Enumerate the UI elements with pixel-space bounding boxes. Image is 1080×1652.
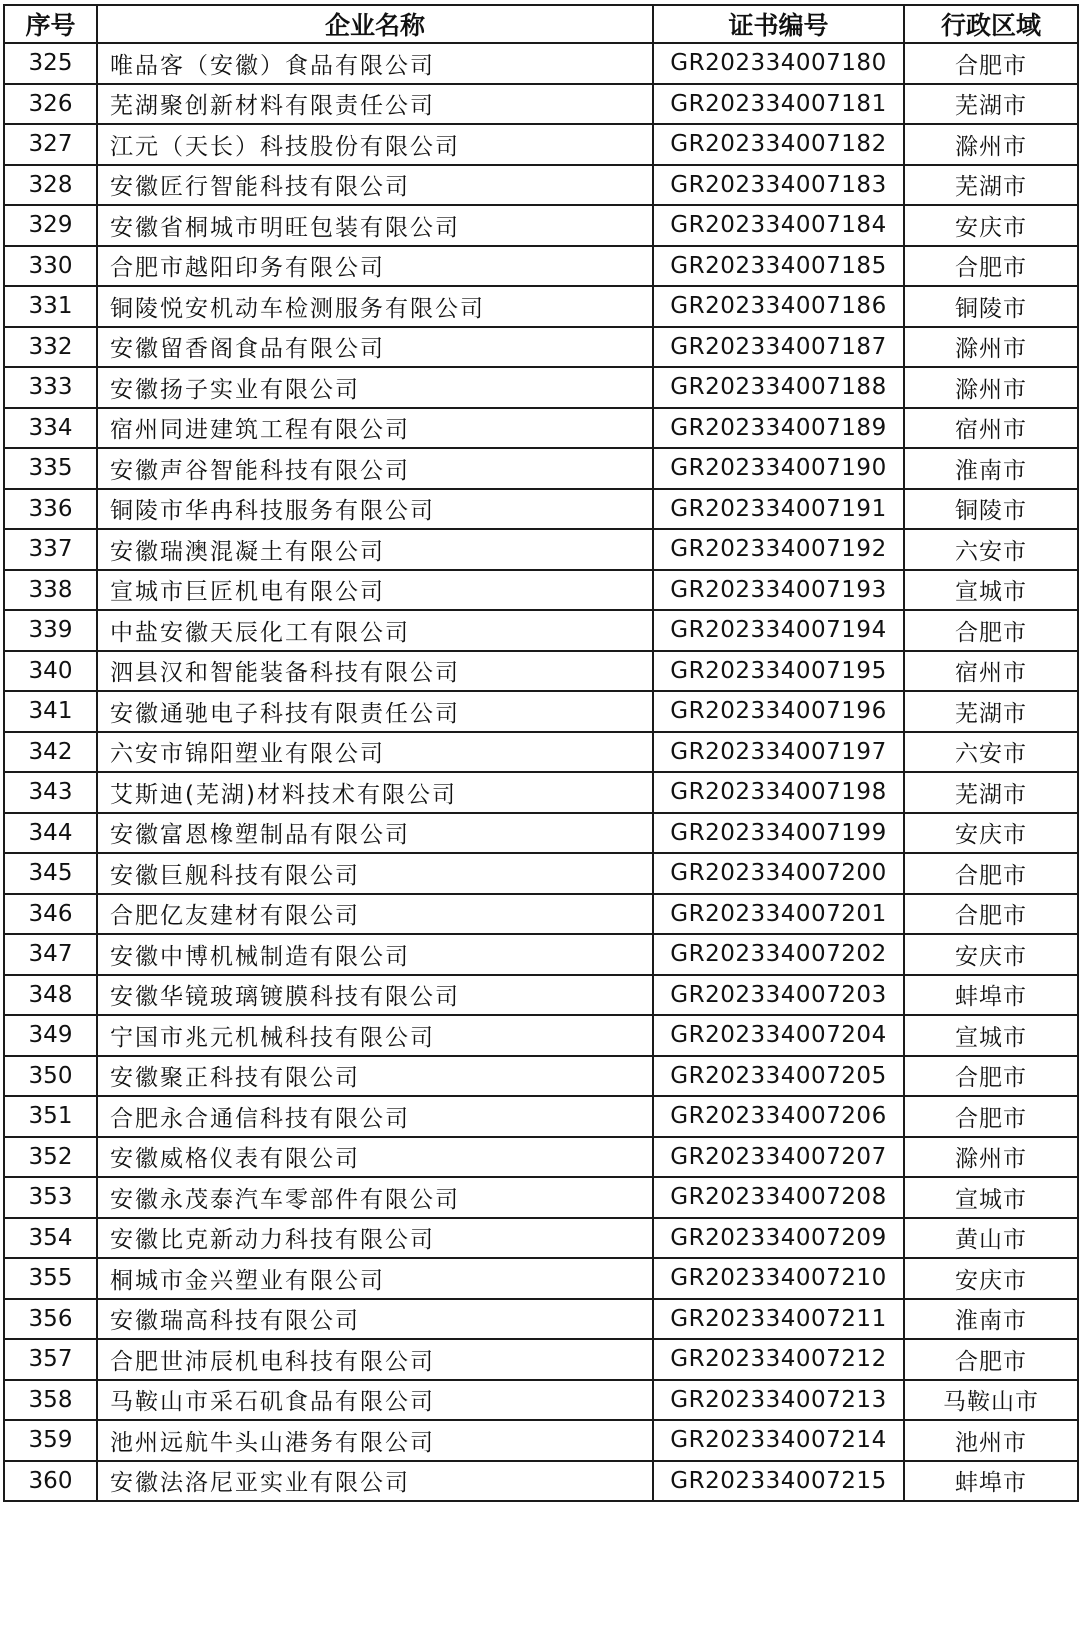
certificate-number-cell: GR202334007202 (653, 934, 904, 975)
table-row (4, 124, 1078, 165)
table-row (4, 853, 1078, 894)
certificate-number-cell: GR202334007197 (653, 732, 904, 773)
table-row (4, 448, 1078, 489)
certificate-number-cell: GR202334007190 (653, 448, 904, 489)
serial-number-cell: 327 (4, 124, 97, 165)
certificate-number-cell: GR202334007209 (653, 1218, 904, 1259)
serial-number-cell: 330 (4, 246, 97, 287)
company-name-cell: 安徽永茂泰汽车零部件有限公司 (97, 1177, 653, 1218)
region-cell: 合肥市 (904, 1056, 1078, 1097)
company-name-cell: 池州远航牛头山港务有限公司 (97, 1420, 653, 1461)
certificate-number-cell: GR202334007200 (653, 853, 904, 894)
serial-number-cell: 350 (4, 1056, 97, 1097)
table-row (4, 408, 1078, 449)
header-region: 行政区域 (904, 5, 1078, 43)
company-name-cell: 唯品客（安徽）食品有限公司 (97, 43, 653, 84)
certificate-number-cell: GR202334007204 (653, 1015, 904, 1056)
certificate-number-cell: GR202334007192 (653, 529, 904, 570)
table-row (4, 286, 1078, 327)
serial-number-cell: 336 (4, 489, 97, 530)
serial-number-cell: 352 (4, 1137, 97, 1178)
serial-number-cell: 353 (4, 1177, 97, 1218)
table-row (4, 1218, 1078, 1259)
company-name-cell: 安徽扬子实业有限公司 (97, 367, 653, 408)
table-row (4, 1420, 1078, 1461)
region-cell: 滁州市 (904, 327, 1078, 368)
table-row (4, 894, 1078, 935)
region-cell: 宣城市 (904, 1177, 1078, 1218)
serial-number-cell: 337 (4, 529, 97, 570)
company-name-cell: 安徽声谷智能科技有限公司 (97, 448, 653, 489)
region-cell: 芜湖市 (904, 84, 1078, 125)
table-row (4, 165, 1078, 206)
region-cell: 芜湖市 (904, 772, 1078, 813)
serial-number-cell: 360 (4, 1461, 97, 1502)
serial-number-cell: 329 (4, 205, 97, 246)
certificate-number-cell: GR202334007214 (653, 1420, 904, 1461)
table-header (4, 5, 1078, 43)
serial-number-cell: 340 (4, 651, 97, 692)
region-cell: 滁州市 (904, 124, 1078, 165)
certificate-number-cell: GR202334007196 (653, 691, 904, 732)
company-name-cell: 合肥市越阳印务有限公司 (97, 246, 653, 287)
table-body (4, 43, 1078, 1501)
certificate-number-cell: GR202334007182 (653, 124, 904, 165)
serial-number-cell: 346 (4, 894, 97, 935)
enterprise-table-container (3, 4, 1077, 1502)
company-name-cell: 合肥亿友建材有限公司 (97, 894, 653, 935)
enterprise-table (3, 4, 1079, 1502)
table-row (4, 529, 1078, 570)
table-row (4, 691, 1078, 732)
certificate-number-cell: GR202334007183 (653, 165, 904, 206)
table-row (4, 43, 1078, 84)
serial-number-cell: 359 (4, 1420, 97, 1461)
table-row (4, 934, 1078, 975)
certificate-number-cell: GR202334007211 (653, 1299, 904, 1340)
table-row (4, 1258, 1078, 1299)
region-cell: 宣城市 (904, 570, 1078, 611)
certificate-number-cell: GR202334007186 (653, 286, 904, 327)
certificate-number-cell: GR202334007215 (653, 1461, 904, 1502)
table-row (4, 610, 1078, 651)
table-row (4, 367, 1078, 408)
serial-number-cell: 356 (4, 1299, 97, 1340)
region-cell: 宿州市 (904, 651, 1078, 692)
company-name-cell: 马鞍山市采石矶食品有限公司 (97, 1380, 653, 1421)
header-row (4, 5, 1078, 43)
certificate-number-cell: GR202334007203 (653, 975, 904, 1016)
serial-number-cell: 332 (4, 327, 97, 368)
company-name-cell: 六安市锦阳塑业有限公司 (97, 732, 653, 773)
table-row (4, 489, 1078, 530)
table-row (4, 651, 1078, 692)
certificate-number-cell: GR202334007212 (653, 1339, 904, 1380)
serial-number-cell: 351 (4, 1096, 97, 1137)
table-row (4, 772, 1078, 813)
region-cell: 宿州市 (904, 408, 1078, 449)
region-cell: 池州市 (904, 1420, 1078, 1461)
serial-number-cell: 331 (4, 286, 97, 327)
table-row (4, 1056, 1078, 1097)
serial-number-cell: 326 (4, 84, 97, 125)
serial-number-cell: 333 (4, 367, 97, 408)
company-name-cell: 桐城市金兴塑业有限公司 (97, 1258, 653, 1299)
certificate-number-cell: GR202334007189 (653, 408, 904, 449)
certificate-number-cell: GR202334007185 (653, 246, 904, 287)
company-name-cell: 安徽巨舰科技有限公司 (97, 853, 653, 894)
certificate-number-cell: GR202334007206 (653, 1096, 904, 1137)
region-cell: 合肥市 (904, 1096, 1078, 1137)
region-cell: 宣城市 (904, 1015, 1078, 1056)
company-name-cell: 安徽留香阁食品有限公司 (97, 327, 653, 368)
table-row (4, 1015, 1078, 1056)
table-row (4, 327, 1078, 368)
serial-number-cell: 347 (4, 934, 97, 975)
certificate-number-cell: GR202334007201 (653, 894, 904, 935)
certificate-number-cell: GR202334007213 (653, 1380, 904, 1421)
header-certificate-number: 证书编号 (653, 5, 904, 43)
serial-number-cell: 354 (4, 1218, 97, 1259)
serial-number-cell: 348 (4, 975, 97, 1016)
region-cell: 蚌埠市 (904, 1461, 1078, 1502)
company-name-cell: 泗县汉和智能装备科技有限公司 (97, 651, 653, 692)
region-cell: 合肥市 (904, 894, 1078, 935)
region-cell: 安庆市 (904, 813, 1078, 854)
serial-number-cell: 349 (4, 1015, 97, 1056)
certificate-number-cell: GR202334007199 (653, 813, 904, 854)
company-name-cell: 铜陵悦安机动车检测服务有限公司 (97, 286, 653, 327)
company-name-cell: 江元（天长）科技股份有限公司 (97, 124, 653, 165)
company-name-cell: 宁国市兆元机械科技有限公司 (97, 1015, 653, 1056)
certificate-number-cell: GR202334007210 (653, 1258, 904, 1299)
serial-number-cell: 342 (4, 732, 97, 773)
region-cell: 安庆市 (904, 205, 1078, 246)
company-name-cell: 合肥永合通信科技有限公司 (97, 1096, 653, 1137)
serial-number-cell: 345 (4, 853, 97, 894)
company-name-cell: 安徽聚正科技有限公司 (97, 1056, 653, 1097)
table-row (4, 1177, 1078, 1218)
certificate-number-cell: GR202334007208 (653, 1177, 904, 1218)
region-cell: 六安市 (904, 732, 1078, 773)
serial-number-cell: 325 (4, 43, 97, 84)
certificate-number-cell: GR202334007180 (653, 43, 904, 84)
table-row (4, 975, 1078, 1016)
certificate-number-cell: GR202334007195 (653, 651, 904, 692)
company-name-cell: 艾斯迪(芜湖)材料技术有限公司 (97, 772, 653, 813)
region-cell: 马鞍山市 (904, 1380, 1078, 1421)
serial-number-cell: 328 (4, 165, 97, 206)
certificate-number-cell: GR202334007193 (653, 570, 904, 611)
table-row (4, 1380, 1078, 1421)
region-cell: 合肥市 (904, 43, 1078, 84)
company-name-cell: 安徽威格仪表有限公司 (97, 1137, 653, 1178)
region-cell: 铜陵市 (904, 286, 1078, 327)
region-cell: 芜湖市 (904, 691, 1078, 732)
serial-number-cell: 355 (4, 1258, 97, 1299)
region-cell: 黄山市 (904, 1218, 1078, 1259)
company-name-cell: 合肥世沛辰机电科技有限公司 (97, 1339, 653, 1380)
company-name-cell: 安徽富恩橡塑制品有限公司 (97, 813, 653, 854)
company-name-cell: 宣城市巨匠机电有限公司 (97, 570, 653, 611)
serial-number-cell: 343 (4, 772, 97, 813)
header-company-name: 企业名称 (97, 5, 653, 43)
region-cell: 滁州市 (904, 367, 1078, 408)
serial-number-cell: 344 (4, 813, 97, 854)
serial-number-cell: 338 (4, 570, 97, 611)
table-row (4, 205, 1078, 246)
table-row (4, 1461, 1078, 1502)
region-cell: 六安市 (904, 529, 1078, 570)
certificate-number-cell: GR202334007181 (653, 84, 904, 125)
company-name-cell: 中盐安徽天辰化工有限公司 (97, 610, 653, 651)
company-name-cell: 铜陵市华冉科技服务有限公司 (97, 489, 653, 530)
company-name-cell: 芜湖聚创新材料有限责任公司 (97, 84, 653, 125)
region-cell: 安庆市 (904, 1258, 1078, 1299)
certificate-number-cell: GR202334007184 (653, 205, 904, 246)
company-name-cell: 安徽匠行智能科技有限公司 (97, 165, 653, 206)
region-cell: 合肥市 (904, 853, 1078, 894)
company-name-cell: 安徽通驰电子科技有限责任公司 (97, 691, 653, 732)
certificate-number-cell: GR202334007198 (653, 772, 904, 813)
company-name-cell: 安徽比克新动力科技有限公司 (97, 1218, 653, 1259)
table-row (4, 1096, 1078, 1137)
table-row (4, 1299, 1078, 1340)
region-cell: 淮南市 (904, 1299, 1078, 1340)
table-row (4, 570, 1078, 611)
serial-number-cell: 358 (4, 1380, 97, 1421)
header-serial-number: 序号 (4, 5, 97, 43)
region-cell: 安庆市 (904, 934, 1078, 975)
region-cell: 蚌埠市 (904, 975, 1078, 1016)
company-name-cell: 安徽瑞高科技有限公司 (97, 1299, 653, 1340)
table-row (4, 1339, 1078, 1380)
table-row (4, 246, 1078, 287)
company-name-cell: 安徽华镜玻璃镀膜科技有限公司 (97, 975, 653, 1016)
region-cell: 滁州市 (904, 1137, 1078, 1178)
certificate-number-cell: GR202334007191 (653, 489, 904, 530)
region-cell: 铜陵市 (904, 489, 1078, 530)
certificate-number-cell: GR202334007194 (653, 610, 904, 651)
region-cell: 合肥市 (904, 610, 1078, 651)
company-name-cell: 安徽法洛尼亚实业有限公司 (97, 1461, 653, 1502)
company-name-cell: 安徽省桐城市明旺包装有限公司 (97, 205, 653, 246)
region-cell: 合肥市 (904, 246, 1078, 287)
serial-number-cell: 334 (4, 408, 97, 449)
region-cell: 淮南市 (904, 448, 1078, 489)
company-name-cell: 宿州同进建筑工程有限公司 (97, 408, 653, 449)
serial-number-cell: 335 (4, 448, 97, 489)
company-name-cell: 安徽瑞澳混凝土有限公司 (97, 529, 653, 570)
table-row (4, 1137, 1078, 1178)
table-row (4, 813, 1078, 854)
table-row (4, 84, 1078, 125)
table-row (4, 732, 1078, 773)
region-cell: 芜湖市 (904, 165, 1078, 206)
region-cell: 合肥市 (904, 1339, 1078, 1380)
serial-number-cell: 339 (4, 610, 97, 651)
company-name-cell: 安徽中博机械制造有限公司 (97, 934, 653, 975)
serial-number-cell: 357 (4, 1339, 97, 1380)
certificate-number-cell: GR202334007205 (653, 1056, 904, 1097)
certificate-number-cell: GR202334007207 (653, 1137, 904, 1178)
certificate-number-cell: GR202334007187 (653, 327, 904, 368)
serial-number-cell: 341 (4, 691, 97, 732)
certificate-number-cell: GR202334007188 (653, 367, 904, 408)
